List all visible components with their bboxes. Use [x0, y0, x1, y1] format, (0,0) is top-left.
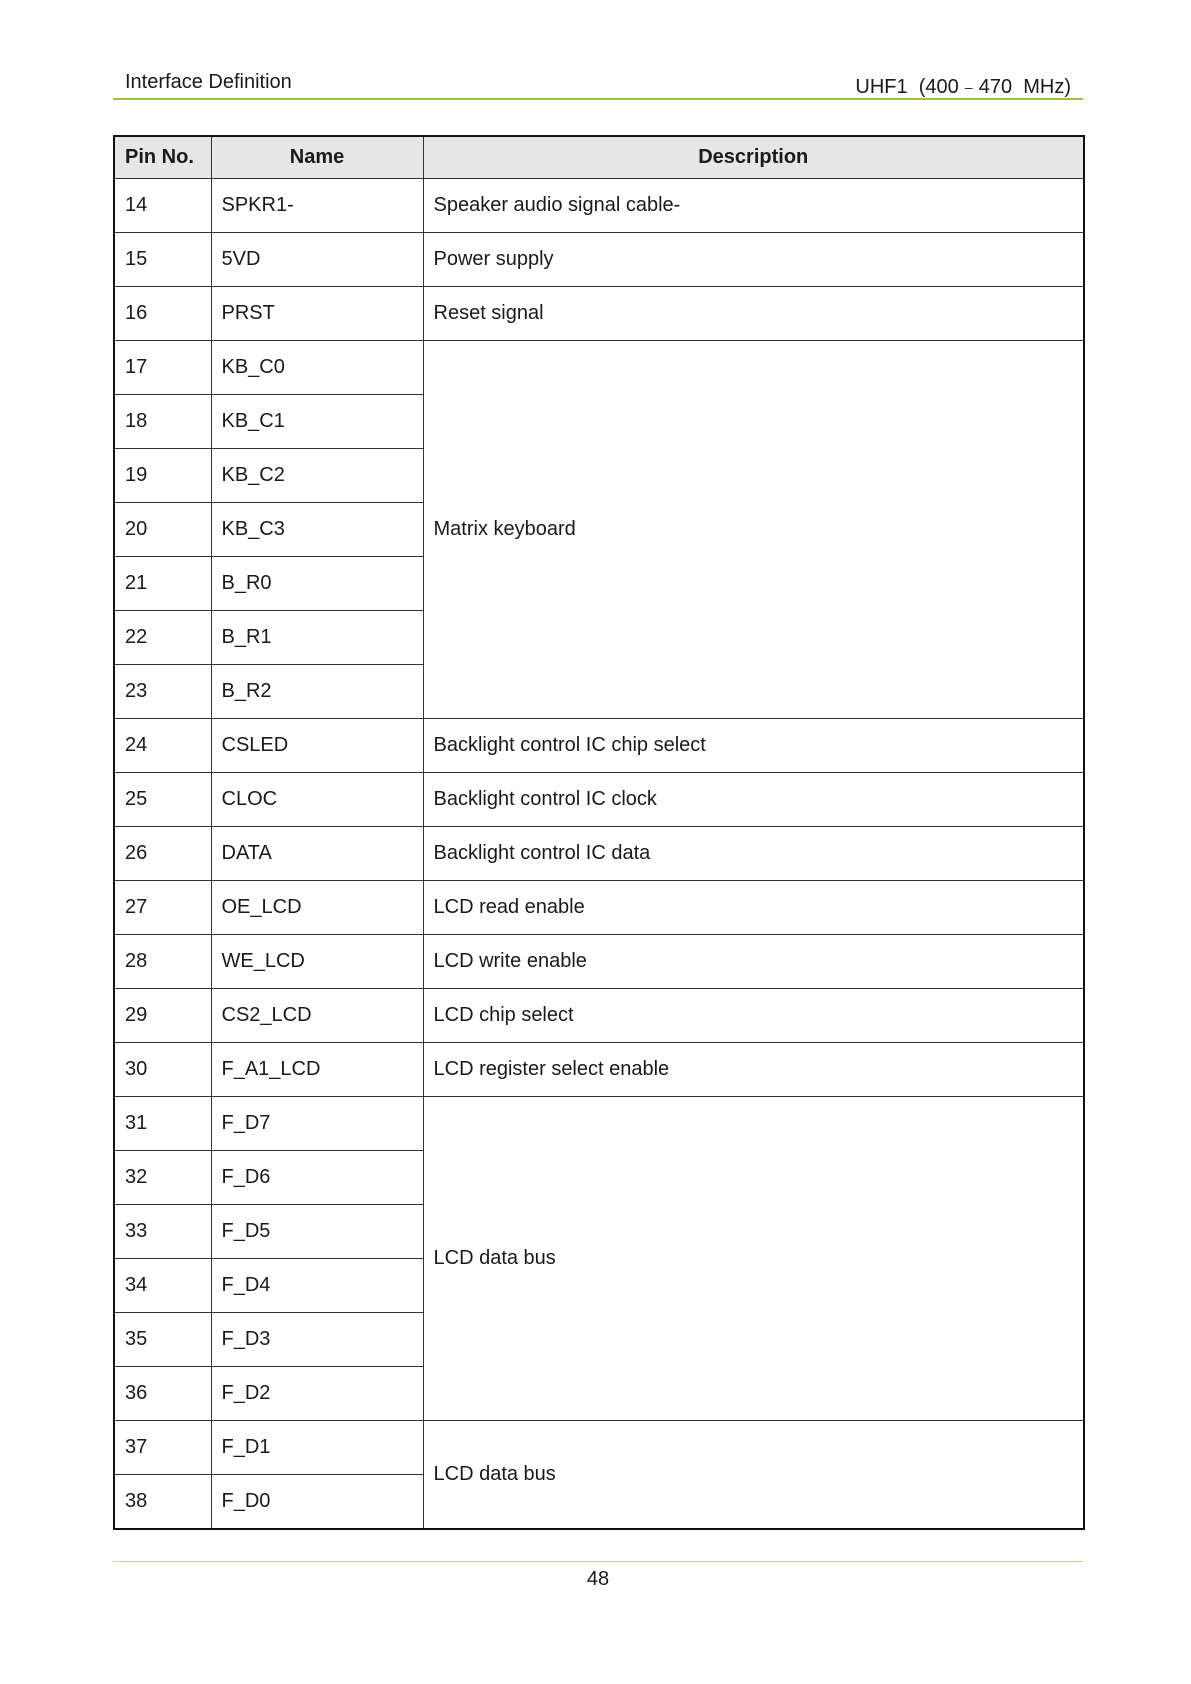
pin-number-cell: 38 [114, 1475, 211, 1530]
pin-description-cell: Speaker audio signal cable- [423, 179, 1084, 233]
pin-number-cell: 36 [114, 1367, 211, 1421]
pin-name-cell: SPKR1- [211, 179, 423, 233]
pin-number-cell: 28 [114, 935, 211, 989]
pin-name-cell: KB_C2 [211, 449, 423, 503]
pin-number-cell: 15 [114, 233, 211, 287]
table-row [114, 881, 1084, 935]
pin-name-cell: PRST [211, 287, 423, 341]
pin-number-cell: 31 [114, 1097, 211, 1151]
pin-number-cell: 34 [114, 1259, 211, 1313]
table-row [114, 233, 1084, 287]
pin-description-cell: LCD write enable [423, 935, 1084, 989]
pin-name-cell: B_R2 [211, 665, 423, 719]
section-title: Interface Definition [125, 71, 292, 93]
column-header-name: Name [211, 136, 423, 179]
pin-name-cell: 5VD [211, 233, 423, 287]
table-row [114, 935, 1084, 989]
pin-name-cell: B_R0 [211, 557, 423, 611]
pin-number-cell: 26 [114, 827, 211, 881]
pin-number-cell: 32 [114, 1151, 211, 1205]
pin-description-cell: LCD register select enable [423, 1043, 1084, 1097]
pin-number-cell: 35 [114, 1313, 211, 1367]
pin-name-cell: F_D2 [211, 1367, 423, 1421]
page-number: 48 [586, 1568, 610, 1590]
pin-name-cell: CSLED [211, 719, 423, 773]
pin-number-cell: 33 [114, 1205, 211, 1259]
pin-name-cell: DATA [211, 827, 423, 881]
pin-name-cell: F_A1_LCD [211, 1043, 423, 1097]
column-header-pin: Pin No. [114, 136, 211, 179]
pin-description-cell: LCD read enable [423, 881, 1084, 935]
table-row [114, 1043, 1084, 1097]
pin-name-cell: F_D1 [211, 1421, 423, 1475]
pin-description-cell: Backlight control IC data [423, 827, 1084, 881]
pin-number-cell: 27 [114, 881, 211, 935]
table-row [114, 989, 1084, 1043]
pin-description-cell: LCD chip select [423, 989, 1084, 1043]
pin-number-cell: 21 [114, 557, 211, 611]
pin-name-cell: KB_C1 [211, 395, 423, 449]
table-row [114, 719, 1084, 773]
pin-number-cell: 14 [114, 179, 211, 233]
pin-number-cell: 37 [114, 1421, 211, 1475]
table-row [114, 827, 1084, 881]
pin-name-cell: CS2_LCD [211, 989, 423, 1043]
pin-number-cell: 30 [114, 1043, 211, 1097]
pin-description-cell: LCD data bus [423, 1097, 1084, 1421]
pin-number-cell: 18 [114, 395, 211, 449]
pin-description-cell: Reset signal [423, 287, 1084, 341]
pin-number-cell: 29 [114, 989, 211, 1043]
pin-number-cell: 20 [114, 503, 211, 557]
table-row [114, 1097, 1084, 1151]
pin-number-cell: 23 [114, 665, 211, 719]
table-header-row [114, 136, 1084, 179]
pin-description-cell: Matrix keyboard [423, 341, 1084, 719]
pin-name-cell: F_D0 [211, 1475, 423, 1530]
pin-number-cell: 19 [114, 449, 211, 503]
pin-name-cell: CLOC [211, 773, 423, 827]
pin-name-cell: F_D3 [211, 1313, 423, 1367]
pin-name-cell: KB_C3 [211, 503, 423, 557]
document-model-title: UHF1 (400﹣470 MHz) [855, 76, 1071, 98]
pin-description-cell: Backlight control IC clock [423, 773, 1084, 827]
pin-name-cell: OE_LCD [211, 881, 423, 935]
table-row [114, 773, 1084, 827]
pin-name-cell: F_D7 [211, 1097, 423, 1151]
pin-name-cell: F_D4 [211, 1259, 423, 1313]
table-row [114, 287, 1084, 341]
pin-definition-table [113, 135, 1085, 1530]
pin-number-cell: 22 [114, 611, 211, 665]
pin-description-cell: Backlight control IC chip select [423, 719, 1084, 773]
table-body [114, 179, 1084, 1530]
page-footer [113, 1561, 1083, 1591]
pin-name-cell: WE_LCD [211, 935, 423, 989]
table-row [114, 1421, 1084, 1475]
pin-name-cell: B_R1 [211, 611, 423, 665]
table-row [114, 341, 1084, 395]
column-header-description: Description [423, 136, 1084, 179]
pin-number-cell: 25 [114, 773, 211, 827]
pin-name-cell: KB_C0 [211, 341, 423, 395]
page-header [113, 64, 1083, 100]
pin-number-cell: 16 [114, 287, 211, 341]
pin-number-cell: 17 [114, 341, 211, 395]
pin-name-cell: F_D5 [211, 1205, 423, 1259]
pin-number-cell: 24 [114, 719, 211, 773]
table-row [114, 179, 1084, 233]
pin-name-cell: F_D6 [211, 1151, 423, 1205]
pin-description-cell: Power supply [423, 233, 1084, 287]
pin-description-cell: LCD data bus [423, 1421, 1084, 1530]
